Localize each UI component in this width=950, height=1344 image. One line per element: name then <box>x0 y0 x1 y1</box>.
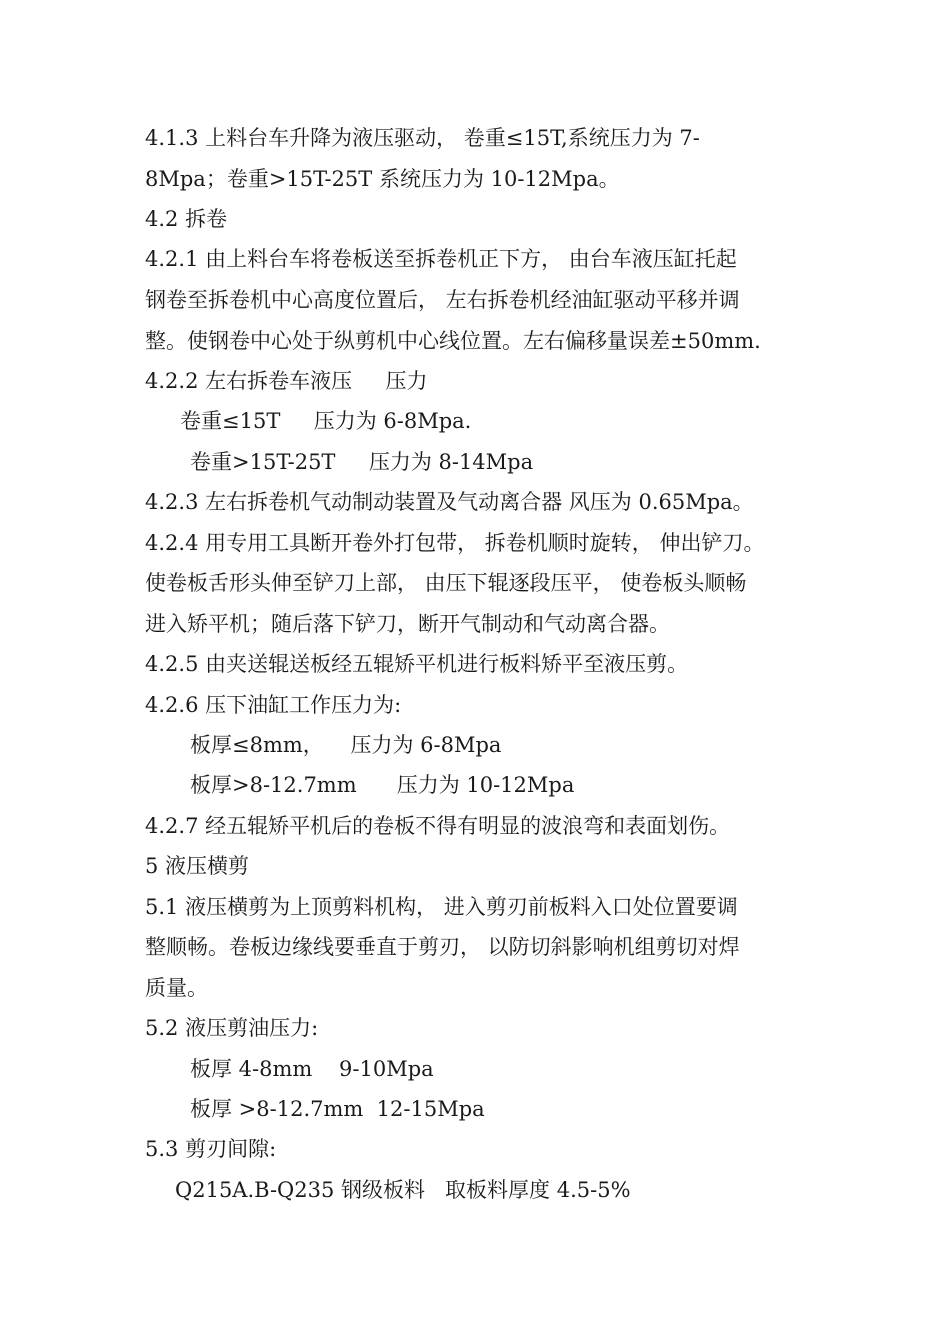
text-line: 4.1.3 上料台车升降为液压驱动， 卷重≤15T,系统压力为 7- <box>145 126 700 150</box>
text-line: 卷重>15T-25T 压力为 8-14Mpa <box>190 450 534 474</box>
text-line: 4.2.5 由夹送辊送板经五辊矫平机进行板料矫平至液压剪。 <box>145 652 689 676</box>
text-line: 5.1 液压横剪为上顶剪料机构， 进入剪刃前板料入口处位置要调 <box>145 895 738 919</box>
text-line: 钢卷至拆卷机中心高度位置后， 左右拆卷机经油缸驱动平移并调 <box>145 288 740 312</box>
text-line: 5.2 液压剪油压力: <box>145 1016 319 1040</box>
text-line: Q215A.B-Q235 钢级板料 取板料厚度 4.5-5% <box>175 1178 631 1202</box>
text-line: 整顺畅。卷板边缘线要垂直于剪刃， 以防切斜影响机组剪切对焊 <box>145 935 740 959</box>
text-line: 5.3 剪刃间隙: <box>145 1137 277 1161</box>
text-line: 4.2.2 左右拆卷车液压 压力 <box>145 369 428 393</box>
text-line: 4.2.7 经五辊矫平机后的卷板不得有明显的波浪弯和表面划伤。 <box>145 814 731 838</box>
section-heading: 4.2 拆卷 <box>145 207 228 231</box>
text-line: 4.2.1 由上料台车将卷板送至拆卷机正下方， 由台车液压缸托起 <box>145 247 737 271</box>
text-line: 板厚 >8-12.7mm 12-15Mpa <box>190 1097 485 1121</box>
text-line: 质量。 <box>145 976 208 1000</box>
text-line: 8Mpa；卷重>15T-25T 系统压力为 10-12Mpa。 <box>145 167 620 191</box>
text-line: 板厚>8-12.7mm 压力为 10-12Mpa <box>190 773 575 797</box>
text-line: 板厚≤8mm， 压力为 6-8Mpa <box>190 733 502 757</box>
text-line: 板厚 4-8mm 9-10Mpa <box>190 1057 434 1081</box>
text-line: 整。使钢卷中心处于纵剪机中心线位置。左右偏移量误差±50mm. <box>145 329 761 353</box>
text-line: 进入矫平机；随后落下铲刀，断开气制动和气动离合器。 <box>145 612 670 636</box>
section-heading: 5 液压横剪 <box>145 854 250 878</box>
text-line: 4.2.6 压下油缸工作压力为: <box>145 693 402 717</box>
text-line: 卷重≤15T 压力为 6-8Mpa. <box>180 409 472 433</box>
text-line: 4.2.4 用专用工具断开卷外打包带， 拆卷机顺时旋转， 伸出铲刀。 <box>145 531 765 555</box>
text-line: 4.2.3 左右拆卷机气动制动装置及气动离合器 风压为 0.65Mpa。 <box>145 490 754 514</box>
text-line: 使卷板舌形头伸至铲刀上部， 由压下辊逐段压平， 使卷板头顺畅 <box>145 571 747 595</box>
